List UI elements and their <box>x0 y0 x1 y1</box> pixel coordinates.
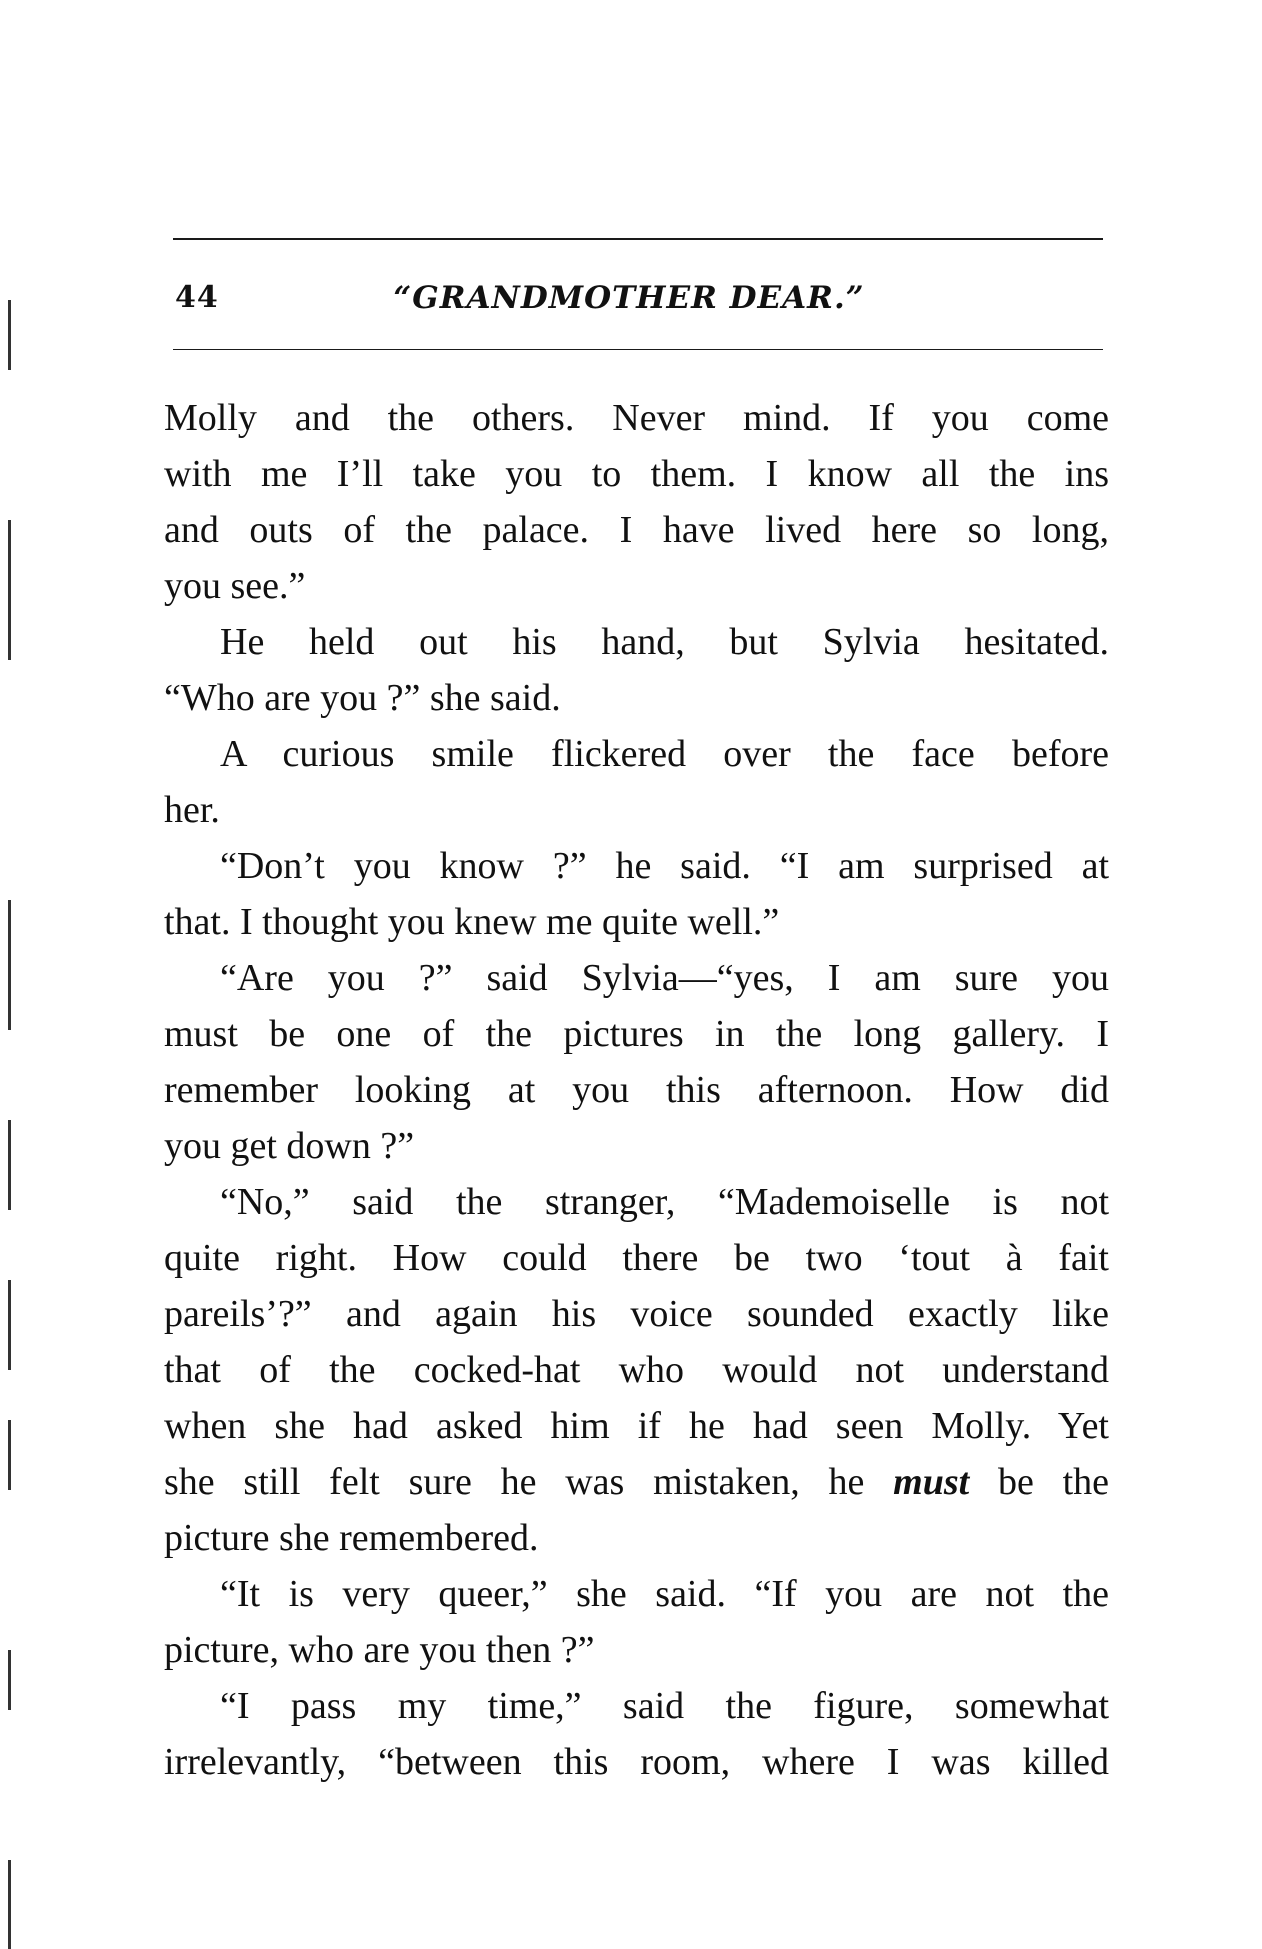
margin-scan-mark <box>8 900 11 1030</box>
margin-scan-mark <box>8 1280 11 1370</box>
text-line: pareils’?” and again his voice sounded exactly like <box>164 1293 1109 1335</box>
text-line: A curious smile flickered over the face before <box>220 733 1109 775</box>
header-bottom-rule <box>173 349 1103 350</box>
text-line: that of the cocked-hat who would not understand <box>164 1349 1109 1391</box>
text-line: “I pass my time,” said the figure, somewhat <box>220 1685 1109 1727</box>
text-line: “No,” said the stranger, “Mademoiselle is not <box>220 1181 1109 1223</box>
text-line: “Don’t you know ?” he said. “I am surprised at <box>220 845 1109 887</box>
text-line: “It is very queer,” she said. “If you are not the <box>220 1573 1109 1615</box>
text-line: when she had asked him if he had seen Molly. Yet <box>164 1405 1109 1447</box>
text-line: that. I thought you knew me quite well.” <box>164 901 780 943</box>
text-line: irrelevantly, “between this room, where I was killed <box>164 1741 1109 1783</box>
text-line <box>164 1454 1109 1510</box>
page-header <box>173 280 1103 320</box>
text-line: her. <box>164 789 220 831</box>
text-line: and outs of the palace. I have lived here so long, <box>164 509 1109 551</box>
margin-scan-mark <box>8 300 11 370</box>
text-line: remember looking at you this afternoon. How did <box>164 1069 1109 1111</box>
text-line: picture she remembered. <box>164 1517 539 1559</box>
margin-scan-mark <box>8 520 11 660</box>
body-text <box>164 390 1109 1790</box>
text-line: quite right. How could there be two ‘tout à fait <box>164 1237 1109 1279</box>
text-line: “Are you ?” said Sylvia—“yes, I am sure you <box>220 957 1109 999</box>
margin-scan-mark <box>8 1120 11 1210</box>
emphasized-word: must <box>893 1461 970 1503</box>
margin-scan-mark <box>8 1860 11 1949</box>
text-line: must be one of the pictures in the long gallery. I <box>164 1013 1109 1055</box>
margin-scan-mark <box>8 1650 11 1710</box>
text-segment: be the <box>997 1461 1110 1503</box>
running-head: “GRANDMOTHER DEAR.” <box>393 280 865 316</box>
page-number: 44 <box>175 280 219 315</box>
text-line: you see.” <box>164 565 306 607</box>
text-segment: she still felt sure he was mistaken, he <box>164 1461 865 1503</box>
margin-scan-mark <box>8 1420 11 1490</box>
text-line: you get down ?” <box>164 1125 415 1167</box>
text-line: He held out his hand, but Sylvia hesitated. <box>220 621 1109 663</box>
text-line: “Who are you ?” she said. <box>164 677 561 719</box>
text-line: with me I’ll take you to them. I know all the ins <box>164 453 1109 495</box>
header-top-rule <box>173 238 1103 240</box>
text-line: picture, who are you then ?” <box>164 1629 595 1671</box>
text-line: Molly and the others. Never mind. If you come <box>164 397 1109 439</box>
